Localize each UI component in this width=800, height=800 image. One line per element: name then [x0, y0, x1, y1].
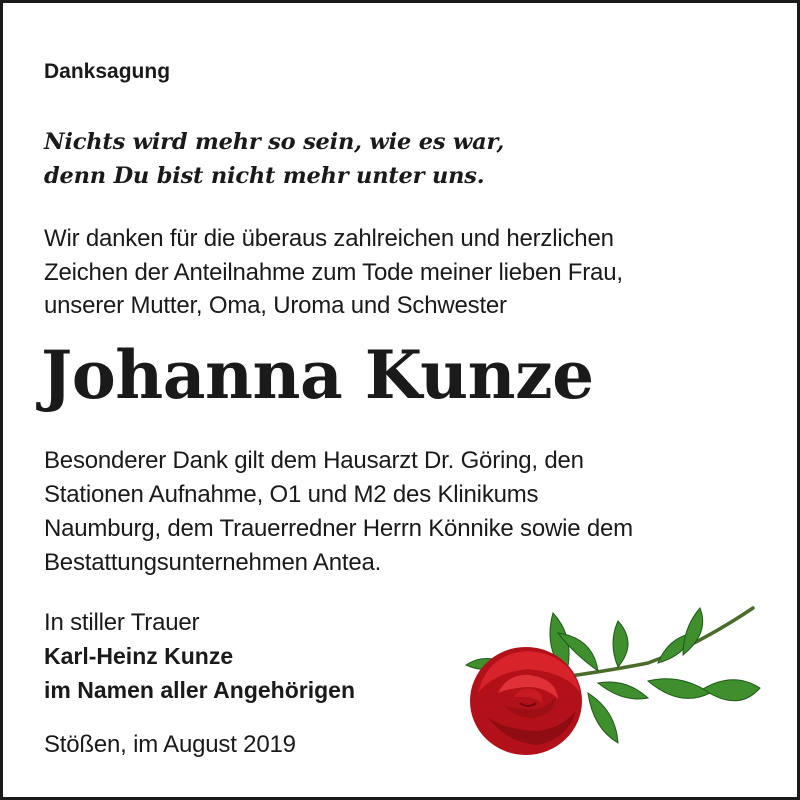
signature-name: Karl-Heinz Kunze: [44, 643, 234, 669]
quote-line-1: Nichts wird mehr so sein, wie es war,: [44, 129, 505, 155]
place-date: Stößen, im August 2019: [44, 731, 296, 758]
quote-line-2: denn Du bist nicht mehr unter uns.: [44, 163, 485, 189]
intro-line-1: Wir danken für die überaus zahlreichen und herzlichen: [44, 225, 614, 252]
signature-family: im Namen aller Angehörigen: [44, 677, 355, 703]
heading: Danksagung: [44, 60, 171, 83]
thanks-line-4: Bestattungsunternehmen Antea.: [44, 549, 382, 576]
thanks-line-3: Naumburg, dem Trauerredner Herrn Könnike sowie dem: [44, 515, 633, 542]
red-rose-icon: [448, 593, 768, 763]
deceased-name: Johanna Kunze: [41, 336, 594, 414]
intro-line-3: unserer Mutter, Oma, Uroma und Schwester: [44, 292, 507, 319]
signature-intro: In stiller Trauer: [44, 609, 200, 636]
thanks-line-2: Stationen Aufnahme, O1 und M2 des Klinikums: [44, 481, 539, 508]
intro-line-2: Zeichen der Anteilnahme zum Tode meiner lieben Frau,: [44, 259, 623, 286]
thanks-line-1: Besonderer Dank gilt dem Hausarzt Dr. Göring, den: [44, 447, 584, 474]
